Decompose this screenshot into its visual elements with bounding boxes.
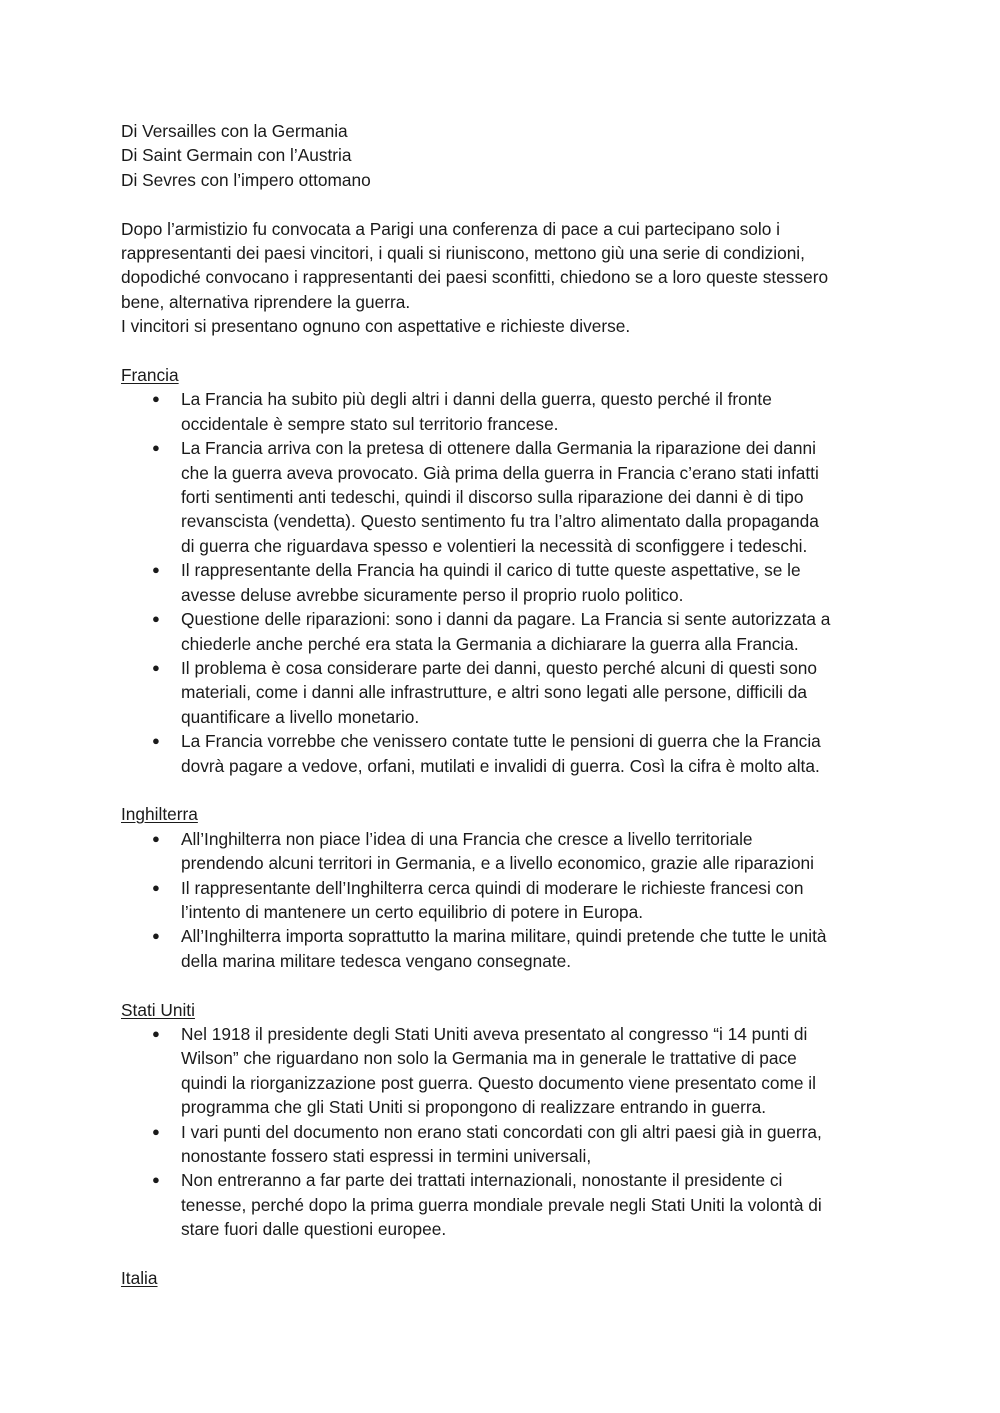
section-francia xyxy=(121,363,891,778)
bullet-text-line: All’Inghilterra importa soprattutto la marina militare, quindi pretende che tutte le unità xyxy=(181,926,827,947)
treaty-line: Di Saint Germain con l’Austria xyxy=(121,145,352,166)
spacer xyxy=(121,192,891,216)
bullet-text-line: forti sentimenti anti tedeschi, quindi il discorso sulla riparazione dei danni è di tipo xyxy=(181,487,804,508)
bullet-text-line: materiali, come i danni alle infrastrutture, e altri sono legati alle persone, difficili da xyxy=(181,682,807,703)
list-item xyxy=(152,558,891,607)
bullet-text-line: avesse deluse avrebbe sicuramente perso il proprio ruolo politico. xyxy=(181,584,684,605)
list-item xyxy=(152,656,891,729)
document-page xyxy=(121,119,891,1290)
bullet-text-line: Il rappresentante della Francia ha quindi il carico di tutte queste aspettative, se le xyxy=(181,560,801,581)
bullet-text-line: occidentale è sempre stato sul territorio francese. xyxy=(181,413,559,434)
bullet-icon: ● xyxy=(152,733,160,749)
bullet-icon: ● xyxy=(152,391,160,407)
section-heading: Stati Uniti xyxy=(121,999,195,1020)
treaty-line: Di Versailles con la Germania xyxy=(121,121,348,141)
treaty-list xyxy=(121,119,891,192)
bullet-icon: ● xyxy=(152,1172,160,1188)
list-item xyxy=(152,1022,891,1120)
spacer xyxy=(121,1242,891,1266)
list-item xyxy=(152,827,891,876)
bullet-icon: ● xyxy=(152,562,160,578)
bullet-icon: ● xyxy=(152,440,160,456)
bullet-text-line: revanscista (vendetta). Questo sentimento fu tra l’altro alimentato dalla propaganda xyxy=(181,511,819,532)
bullet-icon: ● xyxy=(152,1025,160,1041)
bullet-text-line: stare fuori dalle questioni europee. xyxy=(181,1219,447,1240)
section-heading: Italia xyxy=(121,1268,158,1289)
paragraph-line: bene, alternativa riprendere la guerra. xyxy=(121,291,411,312)
paragraph-line: I vincitori si presentano ognuno con aspettative e richieste diverse. xyxy=(121,316,631,337)
bullet-text-line: Non entreranno a far parte dei trattati internazionali, nonostante il presidente ci xyxy=(181,1170,783,1191)
spacer xyxy=(121,973,891,997)
list-item xyxy=(152,1168,891,1241)
bullet-icon: ● xyxy=(152,1123,160,1139)
bullet-text-line: La Francia arriva con la pretesa di ottenere dalla Germania la riparazione dei danni xyxy=(181,438,816,459)
bullet-text-line: di guerra che riguardava spesso e volentieri la necessità di sconfiggere i tedeschi. xyxy=(181,535,808,556)
bullet-text-line: All’Inghilterra non piace l’idea di una Francia che cresce a livello territoriale xyxy=(181,828,753,849)
treaty-line: Di Sevres con l’impero ottomano xyxy=(121,169,371,190)
bullet-text-line: Il problema è cosa considerare parte dei danni, questo perché alcuni di questi sono xyxy=(181,657,817,678)
bullet-icon: ● xyxy=(152,928,160,944)
bullet-text-line: quantificare a livello monetario. xyxy=(181,706,420,727)
list-item xyxy=(152,607,891,656)
bullet-text-line: che la guerra aveva provocato. Già prima della guerra in Francia c’erano stati infatti xyxy=(181,462,819,483)
section-stati-uniti xyxy=(121,998,891,1242)
bullet-text-line: programma che gli Stati Uniti si propongono di realizzare entrando in guerra. xyxy=(181,1097,766,1118)
bullet-icon: ● xyxy=(152,611,160,627)
bullet-text-line: nonostante fossero stati espressi in termini universali, xyxy=(181,1146,592,1166)
bullet-text-line: tenesse, perché dopo la prima guerra mondiale prevale negli Stati Uniti la volontà di xyxy=(181,1194,822,1215)
list-item xyxy=(152,387,891,436)
spacer xyxy=(121,778,891,802)
bullet-text-line: Wilson” che riguardano non solo la Germania ma in generale le trattative di pace xyxy=(181,1048,797,1069)
bullet-text-line: Nel 1918 il presidente degli Stati Uniti aveva presentato al congresso “i 14 punti di xyxy=(181,1023,808,1044)
bullet-text-line: della marina militare tedesca vengano consegnate. xyxy=(181,950,572,971)
bullet-text-line: La Francia vorrebbe che venissero contate tutte le pensioni di guerra che la Francia xyxy=(181,731,821,752)
bullet-text-line: l’intento di mantenere un certo equilibrio di potere in Europa. xyxy=(181,901,644,922)
paragraph-line: rappresentanti dei paesi vincitori, i quali si riuniscono, mettono giù una serie di condizioni, xyxy=(121,243,805,264)
list-item xyxy=(152,876,891,925)
paragraph-line: dopodiché convocano i rappresentanti dei paesi sconfitti, chiedono se a loro queste stessero xyxy=(121,267,829,288)
paragraph-line: Dopo l’armistizio fu convocata a Parigi una conferenza di pace a cui partecipano solo i xyxy=(121,218,780,239)
section-italia xyxy=(121,1266,891,1290)
bullet-icon: ● xyxy=(152,659,160,675)
bullet-list xyxy=(121,1022,891,1242)
spacer xyxy=(121,339,891,363)
list-item xyxy=(152,436,891,558)
list-item xyxy=(152,924,891,973)
bullet-text-line: I vari punti del documento non erano stati concordati con gli altri paesi già in guerra, xyxy=(181,1121,822,1142)
bullet-text-line: Questione delle riparazioni: sono i danni da pagare. La Francia si sente autorizzata a xyxy=(181,609,831,630)
section-heading: Inghilterra xyxy=(121,804,198,825)
section-heading: Francia xyxy=(121,365,179,386)
bullet-text-line: Il rappresentante dell’Inghilterra cerca quindi di moderare le richieste francesi con xyxy=(181,877,804,898)
section-inghilterra xyxy=(121,802,891,973)
bullet-text-line: prendendo alcuni territori in Germania, e a livello economico, grazie alle riparazioni xyxy=(181,853,815,874)
intro-paragraph xyxy=(121,217,891,339)
bullet-text-line: dovrà pagare a vedove, orfani, mutilati e invalidi di guerra. Così la cifra è molto alta. xyxy=(181,755,820,776)
bullet-icon: ● xyxy=(152,879,160,895)
bullet-text-line: quindi la riorganizzazione post guerra. Questo documento viene presentato come il xyxy=(181,1072,816,1093)
bullet-list xyxy=(121,387,891,778)
sections-container xyxy=(121,339,891,1291)
bullet-text-line: chiederle anche perché era stata la Germania a dichiarare la guerra alla Francia. xyxy=(181,633,799,654)
bullet-text-line: La Francia ha subito più degli altri i danni della guerra, questo perché il fronte xyxy=(181,389,772,410)
list-item xyxy=(152,729,891,778)
list-item xyxy=(152,1120,891,1169)
bullet-list xyxy=(121,827,891,973)
bullet-icon: ● xyxy=(152,830,160,846)
